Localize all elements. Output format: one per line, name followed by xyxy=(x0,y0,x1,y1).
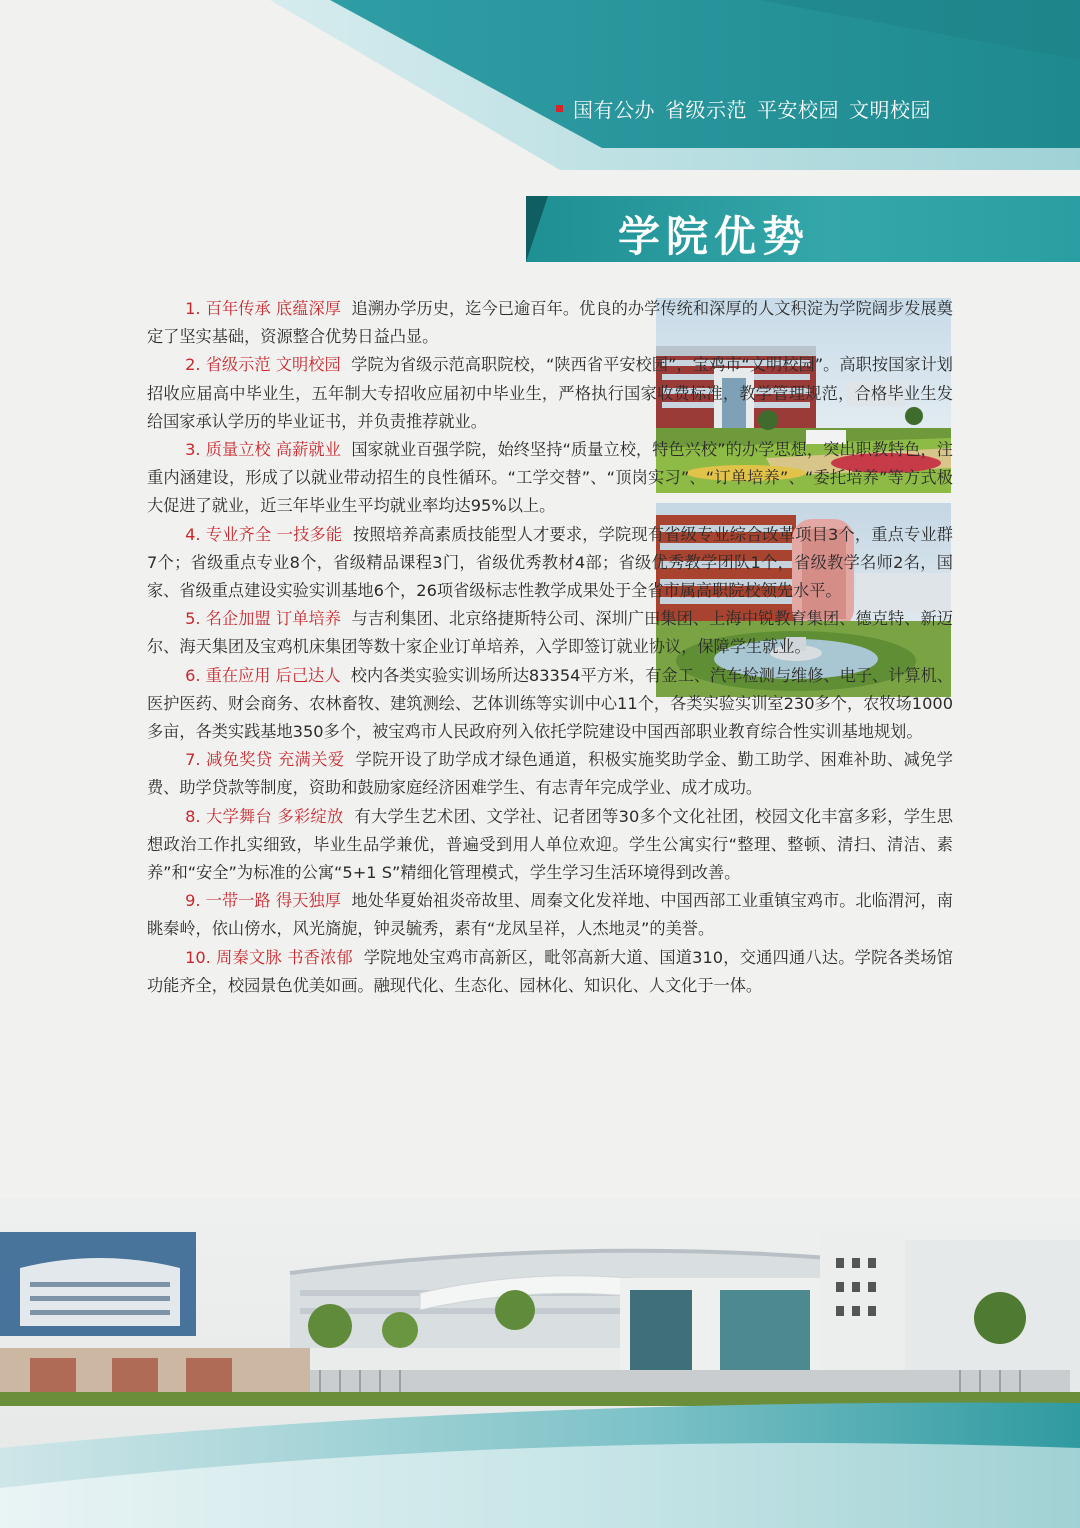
advantage-paragraph xyxy=(147,436,953,521)
advantage-heading: 3. 质量立校 高薪就业 xyxy=(185,440,341,460)
advantage-text: 追溯办学历史，迄今已逾百年。优良的办学传统和深厚的人文积淀为学院阔步发展奠定了坚实基础，资源整合优势日益凸显。 xyxy=(147,299,953,347)
advantage-paragraph xyxy=(147,605,953,661)
advantage-paragraph xyxy=(147,944,953,1000)
slogan-item: 国有公办 xyxy=(573,98,655,122)
advantage-text: 国家就业百强学院，始终坚持“质量立校，特色兴校”的办学思想，突出职教特色，注重内涵建设，形成了以就业带动招生的良性循环。“工学交替”、“顶岗实习”、“订单培养”、“委托培养”等方式极大促进了就业，近三年毕业生平均就业率均达95%以上。 xyxy=(147,440,953,516)
advantage-heading: 5. 名企加盟 订单培养 xyxy=(185,609,342,629)
advantage-heading: 6. 重在应用 后己达人 xyxy=(185,665,341,685)
advantage-heading: 2. 省级示范 文明校园 xyxy=(185,355,341,375)
advantage-heading: 10. 周秦文脉 书香浓郁 xyxy=(185,947,353,967)
advantage-text: 有大学生艺术团、文学社、记者团等30多个文化社团，校园文化丰富多彩，学生思想政治工作扎实细致，毕业生品学兼优，普遍受到用人单位欢迎。学生公寓实行“整理、整顿、清扫、清洁、素养”和“安全”为标准的公寓“5+1 S”精细化管理模式，学生学习生活环境得到改善。 xyxy=(147,806,953,883)
advantage-paragraph xyxy=(147,662,953,747)
advantage-text: 与吉利集团、北京络捷斯特公司、深圳广田集团、上海中锐教育集团、德克特、新迈尔、海天集团及宝鸡机床集团等数十家企业订单培养，入学即签订就业协议，保障学生就业。 xyxy=(147,609,953,657)
slogan-bar xyxy=(556,94,941,123)
header-decoration xyxy=(0,0,1080,180)
advantage-paragraph xyxy=(147,887,953,943)
advantage-heading: 9. 一带一路 得天独厚 xyxy=(185,891,342,911)
advantage-heading: 7. 减免奖贷 充满关爱 xyxy=(185,750,345,770)
advantage-text: 按照培养高素质技能型人才要求，学院现有省级专业综合改革项目3个，重点专业群7个；省级重点专业8个，省级精品课程3门，省级优秀教材4部；省级优秀教学团队1个，省级教学名师2名，国家、省级重点建设实验实训基地6个，26项省级标志性教学成果处于全省市属高职院校领先水平。 xyxy=(147,524,953,601)
slogan-item: 省级示范 xyxy=(665,98,747,122)
advantage-heading: 8. 大学舞台 多彩绽放 xyxy=(185,806,344,826)
advantage-text: 学院为省级示范高职院校，“陕西省平安校园”，宝鸡市“文明校园”。高职按国家计划招收应届高中毕业生，五年制大专招收应届初中毕业生，严格执行国家收费标准，教学管理规范，合格毕业生发给国家承认学历的毕业证书，并负责推荐就业。 xyxy=(147,355,953,431)
advantage-paragraph xyxy=(147,295,953,351)
advantage-text: 学院开设了助学成才绿色通道，积极实施奖助学金、勤工助学、困难补助、减免学费、助学贷款等制度，资助和鼓励家庭经济困难学生、有志青年完成学业、成才成功。 xyxy=(147,750,953,798)
section-title-band xyxy=(526,196,1080,262)
advantage-heading: 1. 百年传承 底蕴深厚 xyxy=(185,299,342,318)
advantage-text: 学院地处宝鸡市高新区，毗邻高新大道、国道310，交通四通八达。学院各类场馆功能齐全，校园景色优美如画。融现代化、生态化、园林化、知识化、人文化于一体。 xyxy=(147,947,953,995)
advantages-content xyxy=(147,295,953,1000)
section-title: 学院优势 xyxy=(618,212,811,261)
advantage-text: 地处华夏始祖炎帝故里、周秦文化发祥地、中国西部工业重镇宝鸡市。北临渭河，南眺秦岭，依山傍水，风光旖旎，钟灵毓秀，素有“龙凤呈祥，人杰地灵”的美誉。 xyxy=(147,891,953,939)
slogan-item: 文明校园 xyxy=(849,98,931,122)
campus-gate-photo xyxy=(0,1198,1080,1528)
advantage-paragraph xyxy=(147,521,953,606)
advantage-text: 校内各类实验实训场所达83354平方米，有金工、汽车检测与维修、电子、计算机、医护医药、财会商务、农林畜牧、建筑测绘、艺体训练等实训中心11个，各类实验实训室230多个，农牧场1000多亩，各类实践基地350多个，被宝鸡市人民政府列入依托学院建设中国西部职业教育综合性实训基地规划。 xyxy=(147,665,953,742)
bullet-icon xyxy=(556,105,563,112)
advantage-paragraph xyxy=(147,746,953,802)
advantage-paragraph xyxy=(147,351,953,436)
advantage-heading: 4. 专业齐全 一技多能 xyxy=(185,524,343,544)
advantage-paragraph xyxy=(147,803,953,888)
slogan-item: 平安校园 xyxy=(757,98,839,122)
